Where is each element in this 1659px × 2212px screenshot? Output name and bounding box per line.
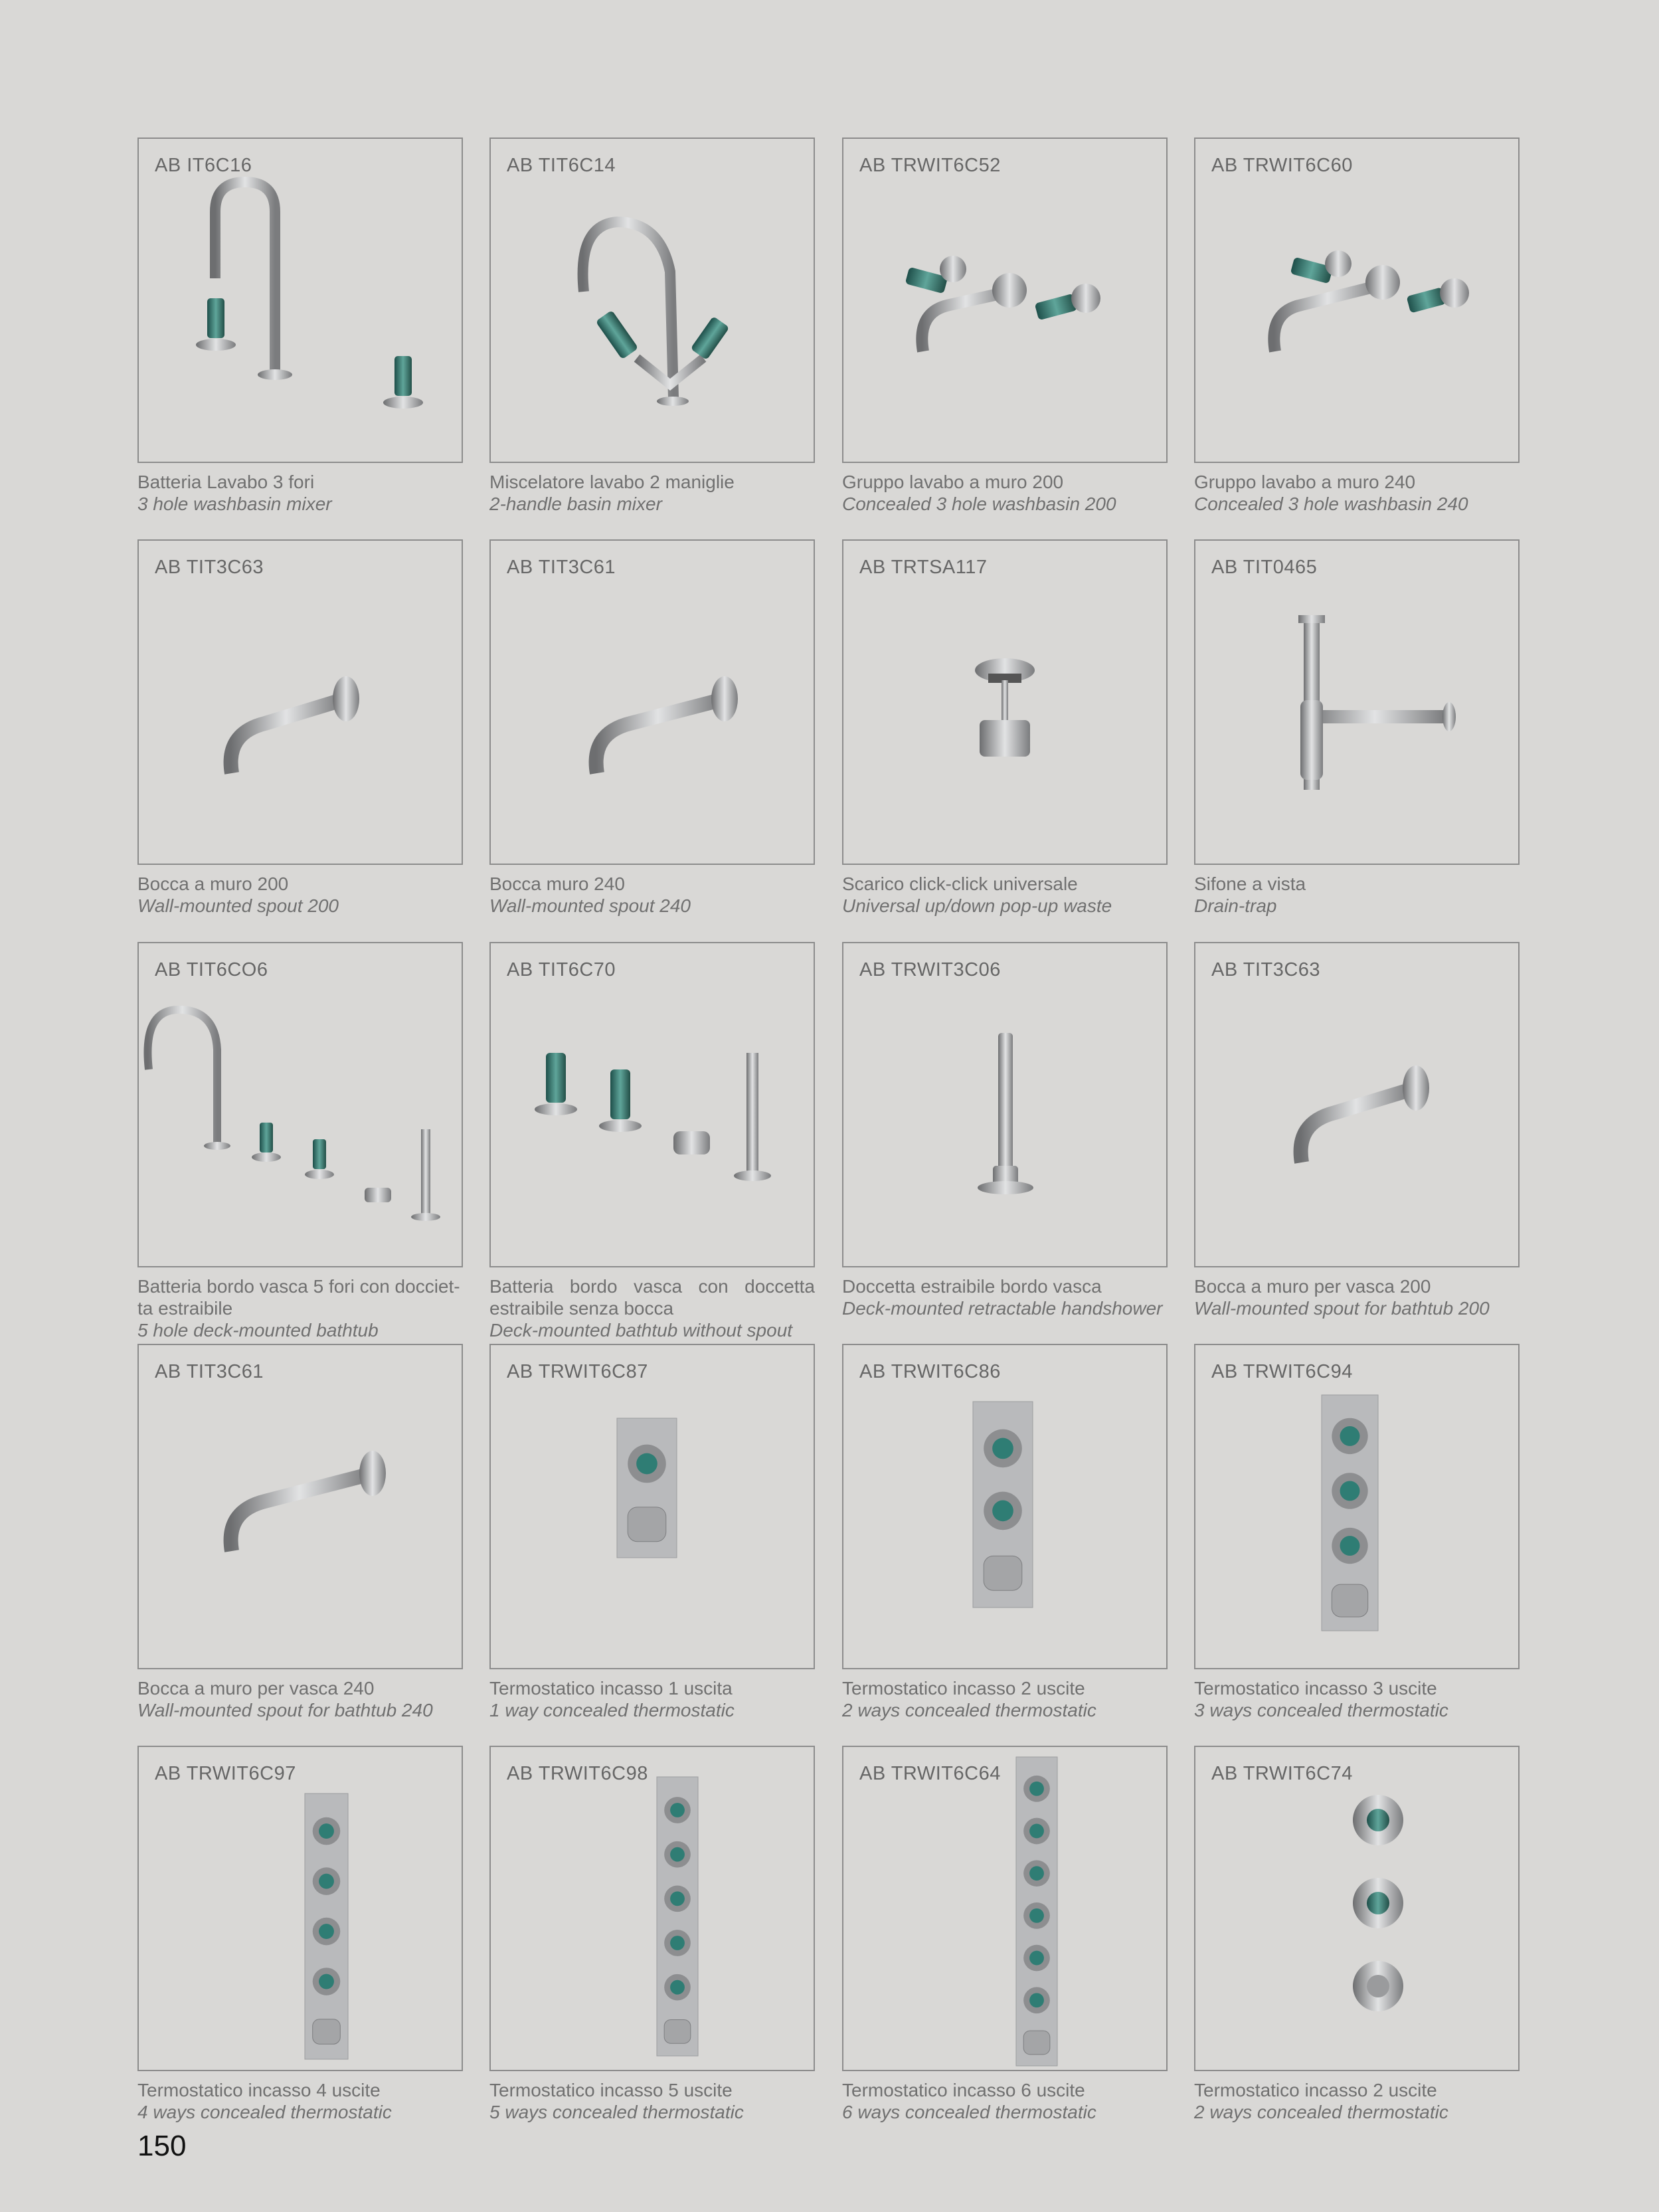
product-caption xyxy=(1194,2079,1520,2123)
thermostatic-plate-icon xyxy=(491,1747,814,2070)
caption-english: Deck-mounted retractable handshower xyxy=(842,1298,1163,1319)
product-frame xyxy=(1194,138,1520,463)
wall-basin-set-icon xyxy=(1195,139,1518,462)
product-code: AB TRWIT6C60 xyxy=(1211,155,1353,176)
wall-spout-icon xyxy=(139,541,462,864)
stone-insert xyxy=(319,1924,334,1939)
three-hole-basin-mixer-icon xyxy=(139,139,462,462)
product-caption xyxy=(842,1677,1168,1721)
product-caption xyxy=(842,1275,1168,1319)
thermostatic-plate-icon xyxy=(843,1345,1166,1668)
caption-italian: Termostatico incasso 1 uscita xyxy=(489,1678,733,1699)
product-frame xyxy=(842,1746,1168,2071)
product-frame xyxy=(842,539,1168,865)
caption-italian: Scarico click-click universale xyxy=(842,874,1078,894)
product-frame xyxy=(842,1344,1168,1669)
product-code: AB TIT3C61 xyxy=(507,557,616,578)
five-hole-bathtub-set-icon xyxy=(139,943,462,1266)
thermostatic-plate-icon xyxy=(139,1747,462,2070)
product-caption xyxy=(489,2079,815,2123)
stone-insert xyxy=(636,1453,657,1475)
stone-insert xyxy=(992,1501,1013,1522)
caption-italian: Termostatico incasso 4 uscite xyxy=(137,2080,381,2100)
product-frame xyxy=(137,942,463,1267)
caption-italian: Batteria bordo vasca con doccetta estraibile senza bocca xyxy=(489,1276,815,1319)
product-code: AB TIT3C63 xyxy=(155,557,264,578)
caption-italian: Bocca muro 240 xyxy=(489,874,625,894)
stone-insert xyxy=(319,1974,334,1989)
caption-italian: Miscelatore lavabo 2 maniglie xyxy=(489,472,735,492)
stone-insert xyxy=(670,1803,685,1817)
caption-italian: Termostatico incasso 2 uscite xyxy=(1194,2080,1437,2100)
caption-english: 2-handle basin mixer xyxy=(489,494,662,514)
stone-insert xyxy=(1340,1426,1360,1446)
product-frame xyxy=(1194,539,1520,865)
wall-spout-icon xyxy=(1195,943,1518,1266)
product-caption xyxy=(1194,1677,1520,1721)
thermostat-knob xyxy=(664,2019,691,2043)
bathtub-set-no-spout-icon xyxy=(491,943,814,1266)
thermostat-knob xyxy=(628,1507,666,1542)
product-caption xyxy=(137,1677,463,1721)
stone-insert xyxy=(992,1438,1013,1459)
product-frame xyxy=(137,1344,463,1669)
thermostat-knob xyxy=(1332,1584,1367,1617)
product-frame xyxy=(489,942,815,1267)
product-code: AB TRWIT6C52 xyxy=(859,155,1001,176)
product-frame xyxy=(137,539,463,865)
product-frame xyxy=(489,138,815,463)
thermostatic-plate-icon xyxy=(843,1747,1166,2070)
product-frame xyxy=(137,1746,463,2071)
product-code: AB TIT6CO6 xyxy=(155,959,268,980)
stone-insert xyxy=(670,1891,685,1906)
product-caption xyxy=(489,873,815,917)
caption-english: 2 ways concealed thermostatic xyxy=(1194,2102,1448,2122)
product-code: AB TRWIT6C94 xyxy=(1211,1361,1353,1382)
caption-english: Concealed 3 hole washbasin 240 xyxy=(1194,494,1468,514)
product-frame xyxy=(1194,1746,1520,2071)
caption-english: Universal up/down pop-up waste xyxy=(842,895,1112,916)
product-code: AB TRWIT3C06 xyxy=(859,959,1001,980)
caption-italian: Gruppo lavabo a muro 200 xyxy=(842,472,1064,492)
wall-spout-icon xyxy=(139,1345,462,1668)
stone-insert xyxy=(1340,1481,1360,1501)
caption-italian: Bocca a muro 200 xyxy=(137,874,289,894)
thermostatic-plate-icon xyxy=(1195,1345,1518,1668)
caption-english: Wall-mounted spout for bathtub 200 xyxy=(1194,1298,1490,1319)
product-caption xyxy=(137,2079,463,2123)
caption-italian: Termostatico incasso 2 uscite xyxy=(842,1678,1085,1699)
caption-english: 6 ways concealed thermostatic xyxy=(842,2102,1096,2122)
caption-italian: Termostatico incasso 5 uscite xyxy=(489,2080,733,2100)
product-caption xyxy=(842,2079,1168,2123)
product-code: AB TIT3C63 xyxy=(1211,959,1321,980)
product-frame xyxy=(137,138,463,463)
thermostatic-plate-icon xyxy=(491,1345,814,1668)
product-code: AB IT6C16 xyxy=(155,155,252,176)
caption-english: Deck-mounted bathtub without spout xyxy=(489,1320,793,1340)
thermostat-knob xyxy=(1023,2031,1050,2055)
thermostat-knob xyxy=(984,1556,1022,1590)
stone-insert xyxy=(1029,1908,1044,1923)
caption-english: Wall-mounted spout 200 xyxy=(137,895,339,916)
product-code: AB TIT0465 xyxy=(1211,557,1318,578)
caption-english: 1 way concealed thermostatic xyxy=(489,1700,735,1720)
product-frame xyxy=(489,539,815,865)
caption-english: 3 hole washbasin mixer xyxy=(137,494,332,514)
product-code: AB TRWIT6C74 xyxy=(1211,1763,1353,1784)
caption-english: Concealed 3 hole washbasin 200 xyxy=(842,494,1116,514)
stone-insert xyxy=(1029,1782,1044,1796)
product-code: AB TRTSA117 xyxy=(859,557,988,578)
stone-insert xyxy=(319,1874,334,1889)
caption-english: 2 ways concealed thermostatic xyxy=(842,1700,1096,1720)
product-code: AB TRWIT6C87 xyxy=(507,1361,648,1382)
stone-insert xyxy=(319,1823,334,1839)
product-caption xyxy=(842,471,1168,515)
product-frame xyxy=(489,1344,815,1669)
product-code: AB TRWIT6C64 xyxy=(859,1763,1001,1784)
caption-italian: Bocca a muro per vasca 240 xyxy=(137,1678,375,1699)
handshower-icon xyxy=(843,943,1166,1266)
product-caption xyxy=(489,471,815,515)
product-frame xyxy=(1194,942,1520,1267)
caption-italian: Termostatico incasso 6 uscite xyxy=(842,2080,1085,2100)
caption-english: 5 hole deck-mounted bathtub xyxy=(137,1320,379,1340)
round-diverter-plates-icon xyxy=(1195,1747,1518,2070)
product-frame xyxy=(842,138,1168,463)
two-handle-basin-mixer-icon xyxy=(491,139,814,462)
product-caption xyxy=(137,1275,463,1341)
product-frame xyxy=(842,942,1168,1267)
stone-insert xyxy=(1029,1993,1044,2007)
product-caption xyxy=(137,471,463,515)
stone-insert xyxy=(670,1980,685,1995)
product-frame xyxy=(1194,1344,1520,1669)
wall-basin-set-icon xyxy=(843,139,1166,462)
caption-english: 5 ways concealed thermostatic xyxy=(489,2102,744,2122)
caption-italian: Batteria Lavabo 3 fori xyxy=(137,472,315,492)
page-number: 150 xyxy=(137,2130,187,2162)
caption-italian: Termostatico incasso 3 uscite xyxy=(1194,1678,1437,1699)
product-caption xyxy=(1194,873,1520,917)
product-code: AB TRWIT6C97 xyxy=(155,1763,296,1784)
drain-trap-icon xyxy=(1195,541,1518,864)
stone-insert xyxy=(1340,1536,1360,1556)
caption-english: 4 ways concealed thermostatic xyxy=(137,2102,392,2122)
caption-english: Wall-mounted spout 240 xyxy=(489,895,691,916)
product-code: AB TIT3C61 xyxy=(155,1361,264,1382)
product-caption xyxy=(842,873,1168,917)
product-caption xyxy=(1194,471,1520,515)
caption-italian: Batteria bordo vasca 5 fori con docciet-ta estraibile xyxy=(137,1276,460,1319)
pop-up-waste-icon xyxy=(843,541,1166,864)
caption-english: Wall-mounted spout for bathtub 240 xyxy=(137,1700,433,1720)
stone-insert xyxy=(1029,1824,1044,1839)
caption-italian: Gruppo lavabo a muro 240 xyxy=(1194,472,1416,492)
stone-insert xyxy=(670,1847,685,1862)
product-caption xyxy=(1194,1275,1520,1319)
thermostat-knob xyxy=(313,2019,341,2044)
product-code: AB TRWIT6C86 xyxy=(859,1361,1001,1382)
product-caption xyxy=(137,873,463,917)
stone-insert xyxy=(1029,1866,1044,1881)
stone-insert xyxy=(1029,1951,1044,1966)
product-caption xyxy=(489,1677,815,1721)
wall-spout-icon xyxy=(491,541,814,864)
product-frame xyxy=(489,1746,815,2071)
product-code: AB TIT6C14 xyxy=(507,155,616,176)
caption-english: Drain-trap xyxy=(1194,895,1277,916)
caption-italian: Sifone a vista xyxy=(1194,874,1306,894)
product-code: AB TIT6C70 xyxy=(507,959,616,980)
product-caption xyxy=(489,1275,815,1341)
caption-italian: Doccetta estraibile bordo vasca xyxy=(842,1276,1102,1297)
stone-insert xyxy=(670,1936,685,1950)
product-code: AB TRWIT6C98 xyxy=(507,1763,648,1784)
caption-english: 3 ways concealed thermostatic xyxy=(1194,1700,1448,1720)
caption-italian: Bocca a muro per vasca 200 xyxy=(1194,1276,1431,1297)
